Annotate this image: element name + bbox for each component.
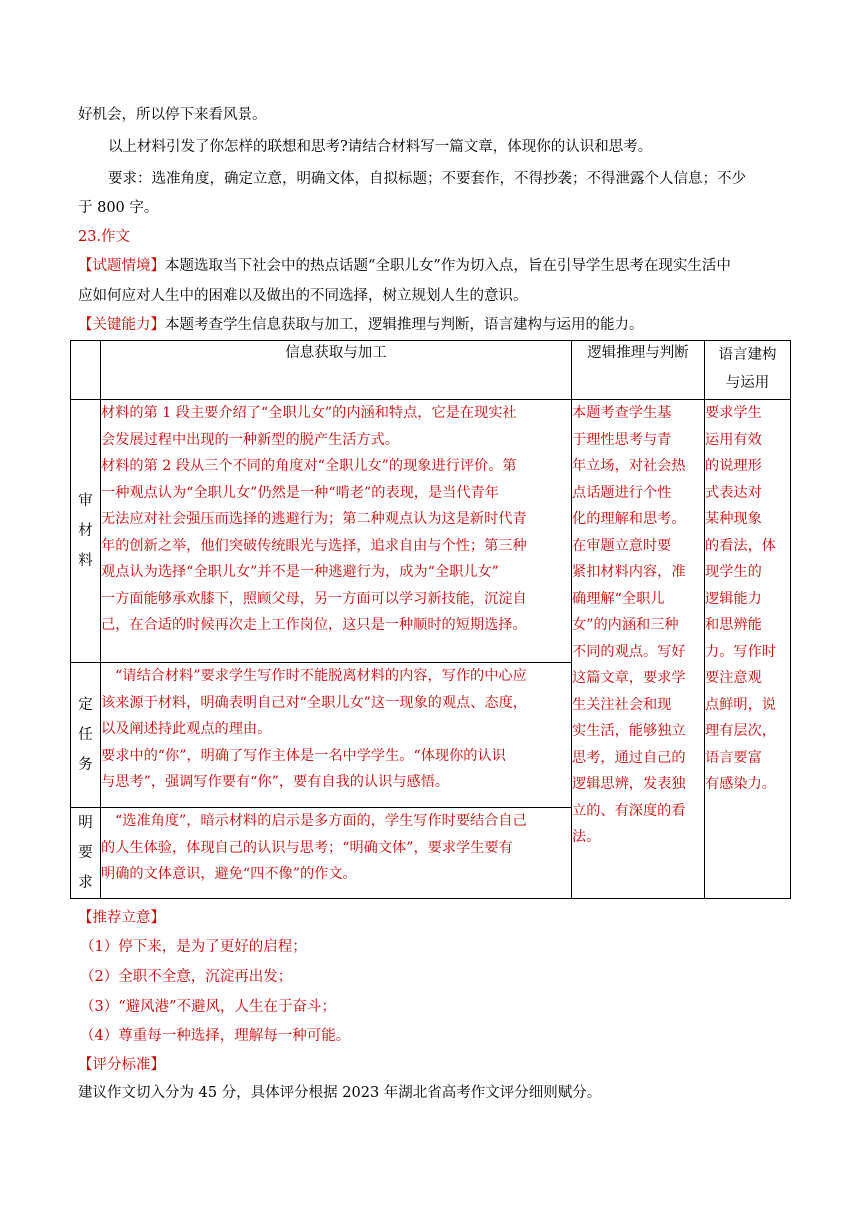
row-label-char: 任	[78, 727, 93, 743]
logic-line: 确理解“全职儿	[572, 590, 665, 607]
row-label-define-task	[71, 663, 101, 808]
ability-label: 【关键能力】	[78, 317, 165, 333]
review-line: 会发展过程中出现的一种新型的脱产生活方式。	[101, 431, 399, 448]
language-line: 逻辑能力	[705, 590, 762, 607]
language-line: 理有层次，	[705, 723, 776, 739]
logic-line: 这篇文章，要求学	[572, 670, 686, 686]
task-line: 与思考”，强调写作要有“你”，要有自我的认识与感悟。	[101, 774, 450, 790]
review-line: 无法应对社会强压而选择的逃避行为；第二种观点认为这是新时代青	[101, 511, 527, 527]
logic-column-content	[572, 400, 705, 899]
task-line: 以及阐述持此观点的理由。	[101, 721, 272, 737]
clarify-line: “选准角度”，暗示材料的启示是多方面的，学生写作时要结合自己	[115, 813, 527, 829]
language-line: 点鲜明，说	[705, 696, 776, 713]
recommend-item-1: （1）停下来，是为了更好的启程；	[80, 939, 307, 955]
review-line: 己，在合适的时候再次走上工作岗位，这只是一种顺时的短期选择。	[101, 617, 527, 633]
logic-line: 立的、有深度的看	[572, 802, 686, 819]
row-label-char: 审	[78, 493, 93, 509]
situation-line-2: 应如何应对人生中的困难以及做出的不同选择，树立规划人生的意识。	[78, 288, 528, 304]
logic-line: 在审题立意时要	[572, 537, 672, 554]
header-logic: 逻辑推理与判断	[572, 341, 705, 400]
question-title: 23.作文	[78, 229, 131, 245]
row-label-review-material	[71, 400, 101, 663]
row-label-clarify-requirements	[71, 808, 101, 899]
table-header-row	[71, 341, 791, 400]
review-line: 年的创新之举，他们突破传统眼光与选择，追求自由与个性；第三种	[101, 537, 527, 554]
clarify-line: 的人生体验，体现自己的认识与思考；“明确文体”，要求学生要有	[101, 839, 513, 856]
language-line: 式表达对	[705, 484, 762, 501]
row-label-char: 求	[78, 875, 93, 891]
define-task-content	[101, 663, 572, 808]
language-line: 要注意观	[705, 670, 762, 686]
logic-line: 思考，通过自己的	[572, 749, 686, 766]
logic-line: 生关注社会和现	[572, 696, 672, 713]
logic-line: 化的理解和思考。	[572, 511, 686, 527]
row-label-char: 明	[78, 815, 93, 831]
situation-label: 【试题情境】	[78, 258, 165, 274]
header-language-line-1: 语言建构	[718, 347, 777, 363]
table-row-review-material	[71, 400, 791, 663]
logic-line: 法。	[572, 829, 601, 845]
language-line: 的说理形	[705, 458, 762, 474]
row-label-char: 定	[78, 697, 93, 713]
requirement-line-2: 于 800 字。	[78, 200, 159, 216]
situation-text-1: 本题选取当下社会中的热点话题“全职儿女”作为切入点，旨在引导学生思考在现实生活中	[165, 258, 731, 274]
language-line: 语言要富	[705, 749, 762, 766]
logic-line: 年立场，对社会热	[572, 458, 686, 474]
recommend-label: 【推荐立意】	[78, 910, 165, 926]
logic-line: 女”的内涵和三种	[572, 617, 679, 633]
clarify-line: 明确的文体意识，避免“四不像”的作文。	[101, 866, 357, 882]
logic-line: 于理性思考与青	[572, 431, 672, 448]
logic-line: 点话题进行个性	[572, 484, 672, 501]
analysis-table	[70, 340, 791, 899]
row-label-char: 料	[78, 553, 93, 569]
header-empty-cell	[71, 341, 101, 400]
header-language	[705, 341, 791, 400]
situation-line-1	[78, 254, 731, 275]
intro-line-1: 好机会，所以停下来看风景。	[78, 107, 267, 123]
row-label-char: 务	[78, 757, 93, 773]
task-line: 要求中的“你”，明确了写作主体是一名中学学生。“体现你的认识	[101, 747, 506, 764]
logic-line: 实生活，能够独立	[572, 723, 686, 739]
ability-text: 本题考查学生信息获取与加工，逻辑推理与判断，语言建构与运用的能力。	[165, 317, 644, 333]
review-line: 一种观点认为“全职儿女”仍然是一种“啃老”的表现，是当代青年	[101, 484, 499, 501]
recommend-item-3: （3）“避风港”不避风，人生在于奋斗；	[80, 999, 337, 1015]
row-label-char: 要	[78, 845, 93, 861]
language-line: 和思辨能	[705, 617, 762, 633]
review-line: 材料的第 1 段主要介绍了“全职儿女”的内涵和特点，它是在现实社	[101, 405, 517, 421]
logic-line: 逻辑思辨，发表独	[572, 776, 686, 792]
review-line: 观点认为选择“全职儿女”并不是一种逃避行为，成为“全职儿女”	[101, 564, 499, 580]
ability-line	[78, 313, 644, 334]
language-line: 有感染力。	[705, 776, 776, 792]
logic-line: 不同的观点。写好	[572, 643, 686, 660]
header-info: 信息获取与加工	[101, 341, 572, 400]
language-line: 力。写作时	[705, 643, 776, 660]
intro-line-2: 以上材料引发了你怎样的联想和思考?请结合材料写一篇文章，体现你的认识和思考。	[108, 139, 653, 155]
logic-line: 本题考查学生基	[572, 405, 672, 421]
review-line: 材料的第 2 段从三个不同的角度对“全职儿女”的现象进行评价。第	[101, 458, 517, 474]
language-line: 要求学生	[705, 405, 762, 421]
language-line: 现学生的	[705, 564, 762, 580]
task-line: “请结合材料”要求学生写作时不能脱离材料的内容，写作的中心应	[115, 668, 527, 684]
recommend-item-4: （4）尊重每一种选择，理解每一种可能。	[80, 1028, 351, 1044]
review-line: 一方面能够承欢膝下，照顾父母，另一方面可以学习新技能，沉淀自	[101, 590, 527, 607]
scoring-label: 【评分标准】	[78, 1057, 165, 1073]
requirement-line-1: 要求：选准角度，确定立意，明确文体，自拟标题；不要套作，不得抄袭；不得泄露个人信息；不少	[108, 171, 746, 187]
row-label-char: 材	[78, 523, 93, 539]
language-line: 某种现象	[705, 511, 762, 527]
clarify-requirements-content	[101, 808, 572, 899]
recommend-item-2: （2）全职不全意，沉淀再出发；	[80, 969, 293, 985]
header-language-line-2: 与运用	[725, 375, 770, 391]
language-line: 的看法，体	[705, 537, 776, 554]
language-line: 运用有效	[705, 431, 762, 448]
review-material-content	[101, 400, 572, 663]
scoring-text: 建议作文切入分为 45 分，具体评分根据 2023 年湖北省高考作文评分细则赋分。	[78, 1085, 602, 1101]
task-line: 该来源于材料，明确表明自己对“全职儿女”这一现象的观点、态度，	[101, 694, 527, 711]
language-column-content	[705, 400, 791, 899]
logic-line: 紧扣材料内容，准	[572, 564, 686, 580]
